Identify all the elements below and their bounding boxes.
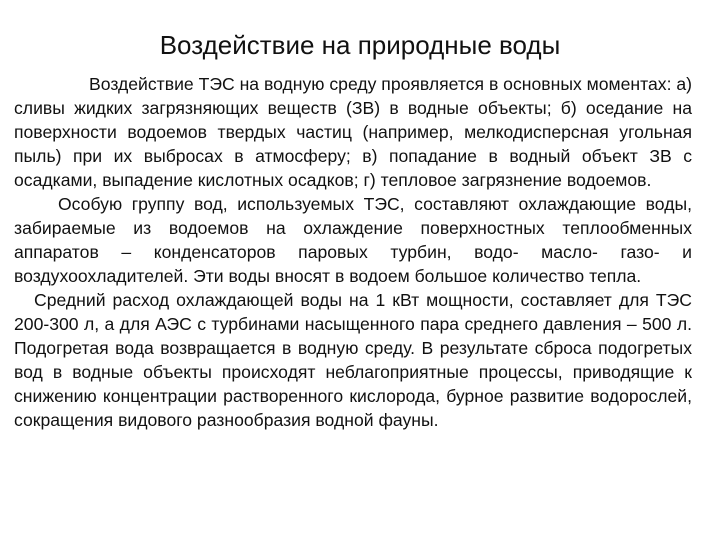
paragraph-water-consumption: Средний расход охлаждающей воды на 1 кВт мощности, составляет для ТЭС 200-300 л, а для АЭС с турбинами насыщенного пара среднего давления – 500 л. Подогретая вода возвращается в водную среду. В результате сброса подогретых вод в водные объекты происходят неблагоприятные процессы, приводящие к снижению концентрации растворенного кислорода, бурное развитие водорослей, сокращения видового разнообразия водной фауны. (14, 290, 692, 430)
slide-body (14, 72, 692, 432)
paragraph-cooling-water: Особую группу вод, используемых ТЭС, составляют охлаждающие воды, забираемые из водоемов на охлаждение поверхностных теплообменных аппаратов – конденсаторов паровых турбин, водо- масло- газо- и воздухоохладителей. Эти воды вносят в водоем большое количество тепла. (14, 194, 692, 286)
slide-title: Воздействие на природные воды (159, 30, 561, 60)
paragraph-impact-points: Воздействие ТЭС на водную среду проявляется в основных моментах: а) сливы жидких загрязняющих веществ (ЗВ) в водные объекты; б) оседание на поверхности водоемов твердых частиц (например, мелкодисперсная угольная пыль) при их выбросах в атмосферу; в) попадание в водный объект ЗВ с осадками, выпадение кислотных осадков; г) тепловое загрязнение водоемов. (14, 74, 692, 190)
